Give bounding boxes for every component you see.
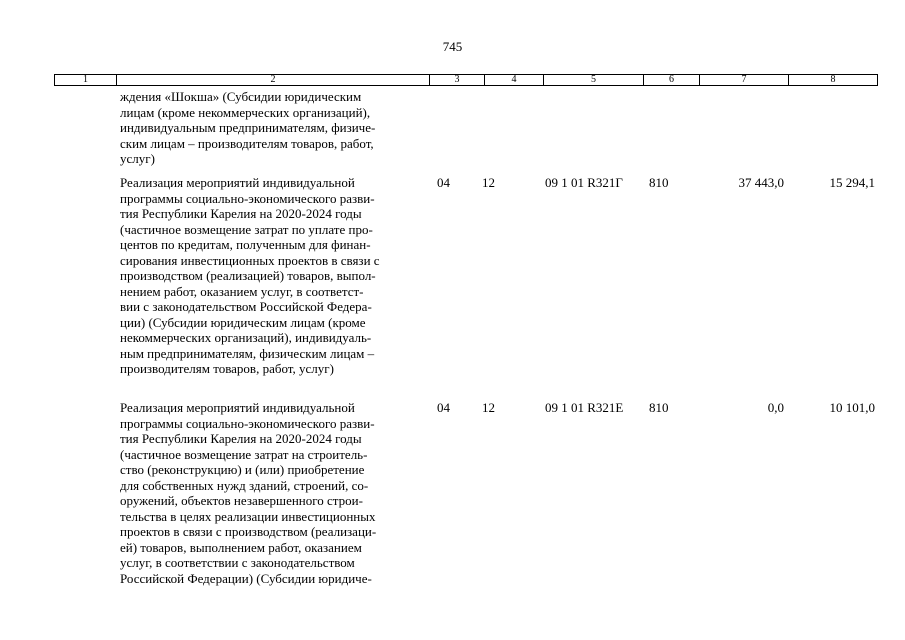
row-description: ждения «Шокша» (Субсидии юридическим лицам (кроме некоммерческих организаций), индивидуальным предпринимателям, физиче- ским лицам – производителям товаров, работ, услуг): [120, 89, 376, 166]
column-header-2: 2: [116, 75, 429, 85]
row-description: Реализация мероприятий индивидуальной программы социально-экономического разви- тия Республики Карелия на 2020-2024 годы (частичное возмещение затрат по уплате про- центов по кредитам, полученным для финан- сирования инвестиционных проектов в связи с производством (реализацией) товаров, выпол- нением работ, оказанием услуг, в соответст- вии с законодательством Российской Федера- ции) (Субсидии юридическим лицам (кроме некоммерческих организаций), индивидуаль- ным предпринимателям, физическим лицам – производителям товаров, работ, услуг): [120, 175, 380, 376]
row-description: Реализация мероприятий индивидуальной программы социально-экономического разви- тия Республики Карелия на 2020-2024 годы (частичное возмещение затрат на строитель- ство (реконструкцию) и (или) приобретение для собственных нужд зданий, строений, со- оружений, объектов незавершенного строи- тельства в целях реализации инвестиционных проектов в связи с производством (реализаци- ей) товаров, выполнением работ, оказанием услуг, в соответствии с законодательством Российской Федерации) (Субсидии юридиче-: [120, 400, 377, 586]
section-code: 04: [437, 175, 450, 190]
column-header-4: 4: [484, 75, 543, 85]
target-article-code: 09 1 01 R321Е: [545, 400, 624, 415]
expense-type-code: 810: [649, 175, 669, 190]
amount-col7: 0,0: [767, 400, 784, 415]
column-header-7: 7: [699, 75, 788, 85]
column-header-8: 8: [788, 75, 877, 85]
column-header-5: 5: [543, 75, 643, 85]
section-code: 04: [437, 400, 450, 415]
subsection-code: 12: [482, 400, 495, 415]
target-article-code: 09 1 01 R321Г: [545, 175, 623, 190]
amount-col7: 37 443,0: [738, 175, 784, 190]
column-header-6: 6: [643, 75, 699, 85]
table-header: [54, 74, 878, 86]
amount-col8: 10 101,0: [829, 400, 875, 415]
column-header-3: 3: [429, 75, 484, 85]
page-number: 745: [442, 39, 463, 54]
column-header-1: 1: [83, 74, 88, 85]
subsection-code: 12: [482, 175, 495, 190]
amount-col8: 15 294,1: [829, 175, 875, 190]
expense-type-code: 810: [649, 400, 669, 415]
